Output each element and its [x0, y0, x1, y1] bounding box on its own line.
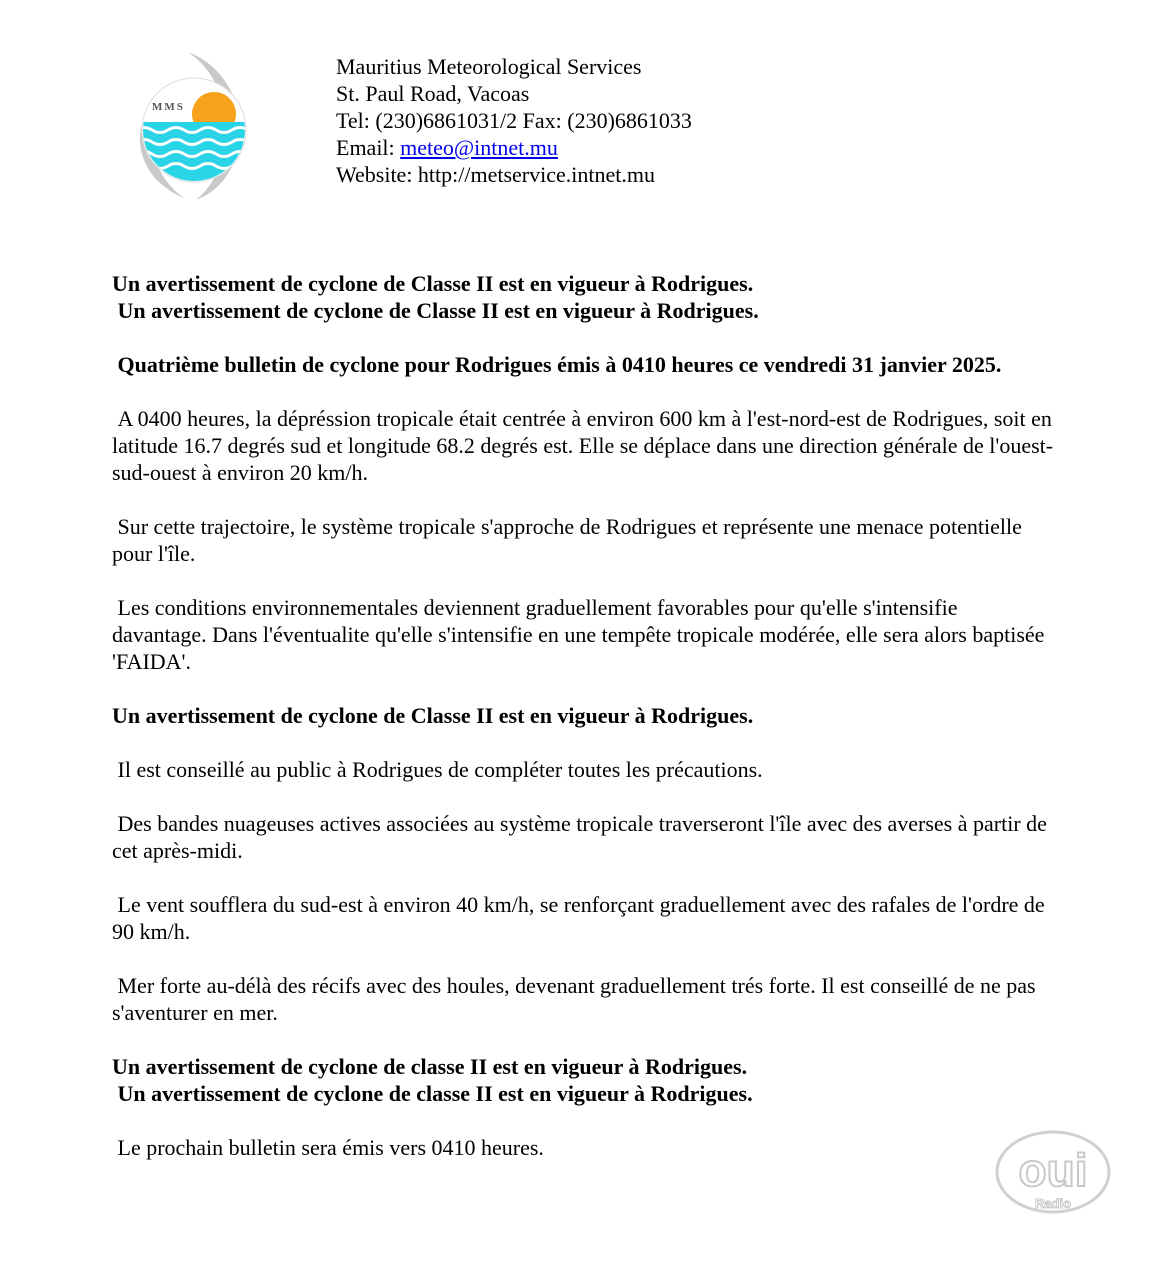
paragraph-advice: Il est conseillé au public à Rodrigues de compléter toutes les précautions. [112, 757, 763, 782]
paragraph-trajectory: Sur cette trajectoire, le système tropicale s'approche de Rodrigues et représente une menace potentielle pour l'île. [112, 514, 1028, 566]
paragraph-position: A 0400 heures, la dépréssion tropicale était centrée à environ 600 km à l'est-nord-est de Rodrigues, soit en latitude 16.7 degrés sud et longitude 68.2 degrés est. Elle se déplace dans une direction générale de l'ouest-sud-ouest à environ 20 km/h. [112, 406, 1058, 485]
bulletin-title: Quatrième bulletin de cyclone pour Rodrigues émis à 0410 heures ce vendredi 31 janvier 2025. [112, 352, 1002, 377]
watermark-text: oui [1018, 1144, 1088, 1196]
mms-logo-graphic [136, 48, 252, 208]
warning-heading: Un avertissement de cyclone de classe II est en vigueur à Rodrigues. [112, 1081, 753, 1106]
org-email-line [336, 134, 692, 161]
warning-heading: Un avertissement de cyclone de classe II est en vigueur à Rodrigues. [112, 1054, 748, 1079]
watermark-graphic [993, 1128, 1113, 1220]
mms-logo [136, 48, 252, 208]
org-phone-fax: Tel: (230)6861031/2 Fax: (230)6861033 [336, 108, 692, 133]
org-address: St. Paul Road, Vacoas [336, 81, 530, 106]
paragraph-next-bulletin: Le prochain bulletin sera émis vers 0410 heures. [112, 1135, 544, 1160]
paragraph-wind: Le vent soufflera du sud-est à environ 40 km/h, se renforçant graduellement avec des rafales de l'ordre de 90 km/h. [112, 892, 1051, 944]
warning-heading: Un avertissement de cyclone de Classe II est en vigueur à Rodrigues. [112, 703, 754, 728]
paragraph-sea: Mer forte au-délà des récifs avec des houles, devenant graduellement trés forte. Il est conseillé de ne pas s'aventurer en mer. [112, 973, 1042, 1025]
oui-radio-watermark [993, 1128, 1113, 1220]
org-website: Website: http://metservice.intnet.mu [336, 162, 655, 187]
email-link[interactable]: meteo@intnet.mu [400, 135, 558, 160]
paragraph-conditions: Les conditions environnementales deviennent graduellement favorables pour qu'elle s'intensifie davantage. Dans l'éventualite qu'elle s'intensifie en une tempête tropicale modérée, elle sera alors baptisée 'FAIDA'. [112, 595, 1050, 674]
watermark-subtext: Radio [1034, 1196, 1072, 1211]
warning-heading: Un avertissement de cyclone de Classe II est en vigueur à Rodrigues. [112, 271, 754, 296]
email-label: Email: [336, 135, 401, 160]
bulletin-body [112, 270, 1057, 1161]
paragraph-clouds: Des bandes nuageuses actives associées au système tropicale traverseront l'île avec des averses à partir de cet après-midi. [112, 811, 1053, 863]
logo-text: MMS [152, 101, 185, 113]
warning-heading: Un avertissement de cyclone de Classe II est en vigueur à Rodrigues. [112, 298, 759, 323]
org-name: Mauritius Meteorological Services [336, 54, 642, 79]
header-contact-block [336, 53, 692, 188]
